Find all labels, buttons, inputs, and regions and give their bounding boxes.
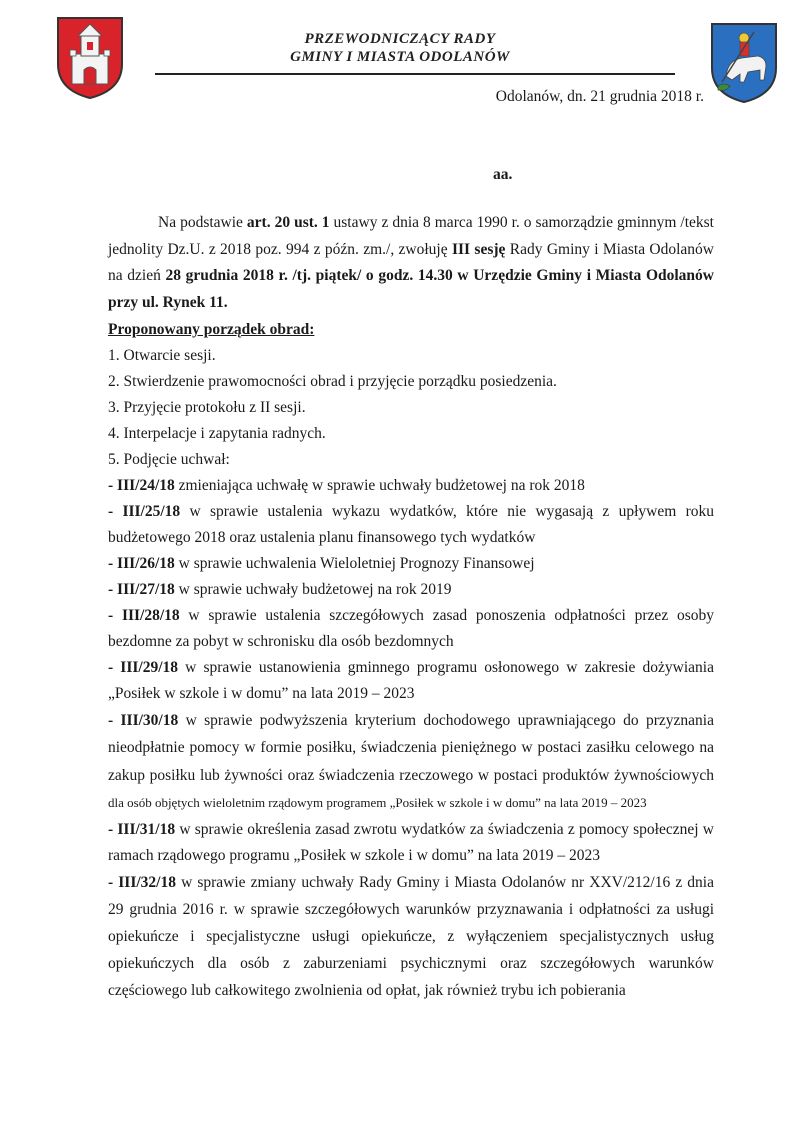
resolution-number: - III/30/18 — [108, 711, 179, 729]
resolution-title: w sprawie ustalenia wykazu wydatków, które nie wygasają z upływem roku budżetowego 2018 oraz ustalenia planu finansowego tych wydatków — [108, 502, 714, 546]
agenda-item: 2. Stwierdzenie prawomocności obrad i przyjęcie porządku posiedzenia. — [108, 372, 557, 390]
place-and-date: Odolanów, dn. 21 grudnia 2018 r. — [495, 88, 704, 105]
intro-session-name: III sesję — [451, 240, 506, 258]
resolution-number: - III/29/18 — [108, 658, 179, 676]
resolution-item — [108, 869, 714, 1004]
resolution-item — [108, 603, 714, 655]
resolution-number: - III/24/18 — [108, 476, 175, 494]
resolution-item — [108, 473, 714, 499]
resolution-item — [108, 707, 714, 817]
resolution-title: w sprawie określenia zasad zwrotu wydatków za świadczenia z pomocy społecznej w ramach rządowego programu „Posiłek w szkole i w domu” na lata 2019 – 2023 — [108, 820, 714, 864]
issuer-title-line-1: PRZEWODNICZĄCY RADY — [304, 31, 496, 47]
resolution-title: w sprawie uchwały budżetowej na rok 2019 — [174, 580, 452, 598]
agenda-heading: Proponowany porządek obrad: — [108, 320, 315, 338]
resolution-title: w sprawie zmiany uchwały Rady Gminy i Miasta Odolanów nr XXV/212/16 z dnia 29 grudnia 2016 r. w sprawie szczegółowych warunków przyznawania i odpłatności za usługi opiekuńcze i specjalistyczne usługi opiekuńcze, z wyłączeniem specjalistycznych usług opiekuńczych dla osób z zaburzeniami psychicznymi oraz szczegółowych warunków częściowego lub całkowitego zwolnienia od opłat, jak również trybu ich pobierania — [108, 873, 714, 999]
resolution-item — [108, 655, 714, 707]
resolution-item — [108, 551, 714, 577]
header-divider — [155, 73, 675, 75]
agenda-item: 3. Przyjęcie protokołu z II sesji. — [108, 398, 306, 416]
document-body — [108, 210, 714, 1004]
session-announcement — [108, 210, 714, 317]
resolution-item — [108, 817, 714, 869]
resolution-title: w sprawie podwyższenia kryterium dochodowego uprawniającego do przyznania nieodpłatnie pomocy w formie posiłku, świadczenia pieniężnego w postaci zasiłku celowego na zakup posiłku lub żywności oraz świadczenia rzeczowego w postaci produktów żywnościowych — [108, 711, 714, 784]
resolution-title: zmieniająca uchwałę w sprawie uchwały budżetowej na rok 2018 — [174, 476, 585, 494]
intro-text-2: ustawy z dnia 8 marca 1990 r. o samorządzie gminnym /tekst jednolity Dz.U. z 2018 poz. 994 z późn. zm./, zwołuję — [108, 214, 714, 258]
resolution-item — [108, 577, 714, 603]
resolution-number: - III/25/18 — [108, 502, 181, 520]
resolution-title: w sprawie uchwalenia Wieloletniej Prognozy Finansowej — [174, 554, 535, 572]
agenda-item: 1. Otwarcie sesji. — [108, 346, 216, 364]
agenda-item: 4. Interpelacje i zapytania radnych. — [108, 424, 326, 442]
resolution-number: - III/31/18 — [108, 820, 176, 838]
intro-text-3: Rady Gminy i Miasta Odolanów na dzień — [108, 240, 714, 285]
odolanow-town-crest-icon — [54, 14, 126, 100]
resolution-number: - III/28/18 — [108, 606, 180, 624]
agenda-item: 5. Podjęcie uchwał: — [108, 450, 230, 468]
intro-date-and-place: 28 grudnia 2018 r. /tj. piątek/ o godz. 14.30 w Urzędzie Gminy i Miasta Odolanów przy ul. Rynek 11. — [108, 267, 714, 312]
intro-text-1: Na podstawie — [158, 214, 247, 231]
document-reference: aa. — [493, 166, 513, 183]
resolution-item — [108, 499, 714, 551]
issuer-title — [170, 30, 630, 66]
intro-legal-basis: art. 20 ust. 1 — [246, 214, 330, 231]
resolution-title: w sprawie ustalenia szczegółowych zasad ponoszenia odpłatności przez osoby bezdomne za pobyt w schronisku dla osób bezdomnych — [108, 606, 715, 650]
resolution-number: - III/26/18 — [108, 554, 175, 572]
resolution-number: - III/32/18 — [108, 873, 176, 891]
resolution-title-tail: dla osób objętych wieloletnim rządowym programem „Posiłek w szkole i w domu” na lata 2019 – 2023 — [108, 795, 647, 811]
issuer-title-line-2: GMINY I MIASTA ODOLANÓW — [290, 49, 510, 65]
resolution-title: w sprawie ustanowienia gminnego programu osłonowego w zakresie dożywiania „Posiłek w szkole i w domu” na lata 2019 – 2023 — [108, 658, 714, 702]
resolution-number: - III/27/18 — [108, 580, 175, 598]
odolanow-commune-crest-icon — [708, 20, 780, 104]
